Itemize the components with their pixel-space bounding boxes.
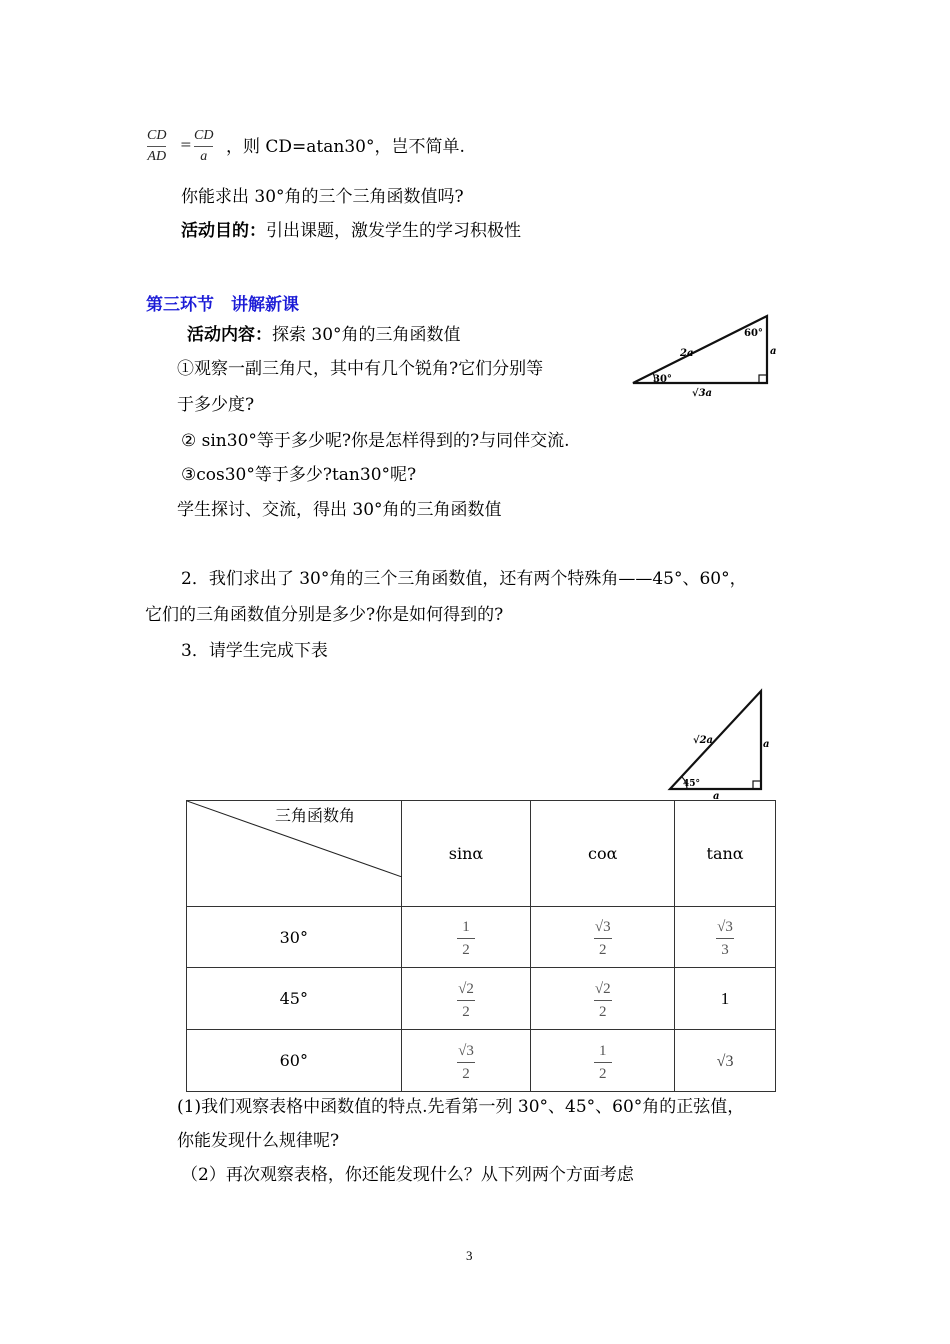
paragraph-2b: 它们的三角函数值分别是多少?你是如何得到的? [145,605,504,625]
cos-cell [531,907,675,968]
label-adjacent: a [713,791,720,800]
label-angle-45: 45° [683,779,701,789]
triangle-30-60-figure [628,312,778,404]
observation-1b: 你能发现什么规律呢? [177,1131,340,1151]
fraction: $\frac{√2}{2}$ [458,980,474,1020]
paragraph-2a: 2．我们求出了 30°角的三个三角函数值，还有两个特殊角——45°、60°， [181,569,747,589]
fraction: $\frac{√2}{2}$ [594,980,611,1020]
activity-content [187,324,461,346]
tan-cell [675,907,776,968]
corner-cell [187,801,402,907]
fraction-cd-ad [147,128,166,165]
table-row [187,1030,776,1092]
header-tan: tanα [675,801,776,907]
conclusion: 学生探讨、交流，得出 30°角的三角函数值 [177,500,502,520]
header-sin: sinα [401,801,531,907]
page-number: 3 [466,1248,473,1263]
label-adjacent: √3a [692,388,713,399]
label-hypotenuse: 2a [680,348,694,359]
fraction-cd-a [194,128,213,165]
fraction-numerator: CD [194,128,214,143]
purpose-text: 引出课题，激发学生的学习积极性 [266,221,521,241]
purpose-label: 活动目的： [181,221,266,241]
triangle-45-figure [665,686,775,800]
label-angle-30: 30° [653,374,672,385]
angle-cell: 30° [187,907,402,968]
table-header-row [187,801,776,907]
label-opposite: a [770,346,777,357]
angle-cell: 60° [187,1030,402,1092]
table-row [187,968,776,1030]
tan-cell [675,1030,776,1092]
sin-cell [401,1030,531,1092]
content-text: 探索 30°角的三角函数值 [272,325,461,345]
header-cos: coα [531,801,675,907]
cos-cell [531,1030,675,1092]
sin-cell [401,907,531,968]
tan-cell: 1 [675,968,776,1030]
trig-values-table [186,800,776,1092]
fraction: $\frac{1}{2}$ [594,1043,612,1082]
fraction-denominator: a [200,149,208,164]
observation-1a: (1)我们观察表格中函数值的特点.先看第一列 30°、45°、60°角的正弦值， [177,1097,745,1117]
fraction: $\frac{√3}{2}$ [458,1042,474,1082]
question-3: ③cos30°等于多少?tan30°呢? [181,465,417,485]
fraction: $\frac{√3}{3}$ [717,919,733,958]
paragraph-3: 3．请学生完成下表 [181,641,328,661]
sin-cell [401,968,531,1030]
section-heading: 第三环节 讲解新课 [146,295,299,315]
label-angle-60: 60° [744,328,763,339]
table-row [187,907,776,968]
intro-line-1: ，则 CD=atan30°，岂不简单. [226,137,465,157]
sqrt-value: √3 [716,1052,734,1070]
content-label: 活动内容： [187,325,272,345]
fraction-denominator: AD [147,149,167,164]
fraction-numerator: CD [147,128,167,143]
label-opposite: a [763,739,770,750]
fraction: $\frac{√3}{2}$ [594,919,611,958]
cos-cell [531,968,675,1030]
observation-2: （2）再次观察表格，你还能发现什么？从下列两个方面考虑 [181,1165,634,1185]
question-2: ② sin30°等于多少呢?你是怎样得到的?与同伴交流. [181,431,570,451]
label-hypotenuse: √2a [693,735,714,746]
question-1b: 于多少度? [177,395,255,415]
intro-line-2: 你能求出 30°角的三个三角函数值吗? [181,187,464,207]
fraction: $\frac{1}{2}$ [457,919,475,958]
question-1a: ①观察一副三角尺，其中有几个锐角?它们分别等 [177,359,544,379]
equals-sign: = [180,137,192,153]
corner-label: 三角函数角 [275,806,356,825]
activity-purpose [181,220,521,242]
angle-cell: 45° [187,968,402,1030]
